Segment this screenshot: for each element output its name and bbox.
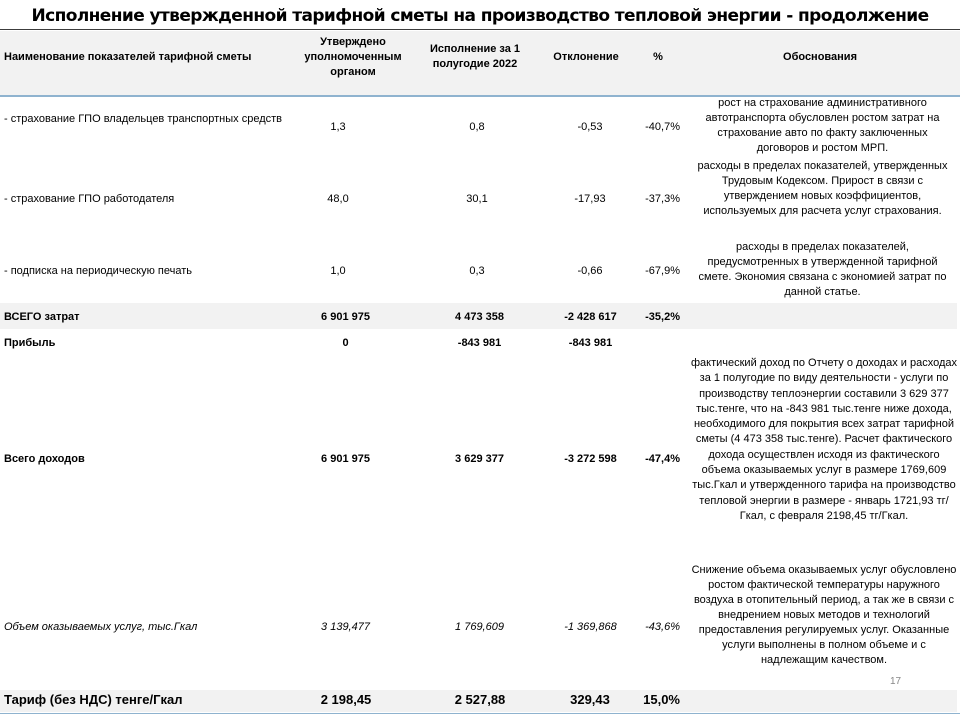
header-approved: Утверждено уполномоченным органом [304, 36, 402, 78]
row-5-percent: -47,4% [645, 453, 680, 465]
row-2-deviation: -0,66 [577, 265, 603, 277]
row-6-justification: Снижение объема оказываемых услуг обусловлено ростом фактической температуры наружного воздуха в отопительный период, а так же в связи с внедрением новых методов и технологий предоставления регулируемых услуг. Оказанные услуги выполнены в полном объеме и с надлежащим качеством. [691, 564, 957, 666]
row-7-name: Тариф (без НДС) тенге/Гкал [4, 692, 183, 707]
row-4-approved: 0 [342, 337, 349, 349]
row-5-name: Всего доходов [4, 453, 85, 465]
row-4-name: Прибыль [4, 337, 56, 349]
page-title: Исполнение утвержденной тарифной сметы на производство тепловой энергии - продолжение [31, 6, 929, 26]
header-justification: Обоснования [783, 51, 857, 63]
row-4-execution: -843 981 [457, 337, 502, 349]
table-bottom-divider [0, 713, 960, 714]
row-0-percent: -40,7% [645, 121, 680, 133]
row-0-justification: рост на страхование административного автотранспорта обусловлен ростом затрат на страхование авто по факту заключенных договоров и ростом МРП. [705, 97, 940, 154]
row-6-name: Объем оказываемых услуг, тыс.Гкал [4, 621, 198, 633]
row-0-name: - страхование ГПО владельцев транспортных средств [4, 113, 283, 125]
row-3-approved: 6 901 975 [321, 311, 370, 323]
row-2-execution: 0,3 [469, 265, 485, 277]
row-5-execution: 3 629 377 [455, 453, 504, 465]
row-6-execution: 1 769,609 [455, 621, 504, 633]
row-3-deviation: -2 428 617 [564, 311, 617, 323]
row-1-name: - страхование ГПО работодателя [4, 193, 175, 205]
row-6-percent: -43,6% [645, 621, 680, 633]
row-6-deviation: -1 369,868 [564, 621, 617, 633]
row-1-approved: 48,0 [327, 193, 349, 205]
row-0-execution: 0,8 [469, 121, 485, 133]
header-execution: Исполнение за 1 полугодие 2022 [429, 43, 521, 70]
row-3-execution: 4 473 358 [455, 311, 504, 323]
row-3-percent: -35,2% [645, 311, 680, 323]
row-0-approved: 1,3 [330, 121, 346, 133]
row-2-name: - подписка на периодическую печать [4, 265, 192, 277]
row-4-deviation: -843 981 [568, 337, 613, 349]
row-5-deviation: -3 272 598 [564, 453, 617, 465]
header-deviation: Отклонение [553, 51, 619, 63]
row-7-execution: 2 527,88 [454, 692, 506, 707]
header-percent: % [653, 51, 663, 63]
row-7-approved: 2 198,45 [320, 692, 372, 707]
row-5-justification: фактический доход по Отчету о доходах и расходах за 1 полугодие по виду деятельности - услуги по производству теплоэнергии составили 3 629 377 тыс.тенге, что на -843 981 тыс.тенге ниже дохода, необходимого для покрытия всех затрат тарифной сметы (4 473 358 тыс.тенге). Расчет фактического дохода осуществлен исходя из фактического объема оказываемых услуг в размере 1769,609 тыс.Гкал и утвержденного тарифа на производство тепловой энергии в размере - январь 1721,93 тг/Гкал, с февраля 2198,45 тг/Гкал. [690, 357, 957, 522]
row-0-deviation: -0,53 [577, 121, 603, 133]
page-number: 17 [890, 676, 902, 687]
row-1-percent: -37,3% [645, 193, 680, 205]
row-2-justification: расходы в пределах показателей, предусмотренных в утвержденной тарифной смете. Экономия связана с экономией затрат по данной статье. [698, 241, 947, 298]
row-6-approved: 3 139,477 [321, 621, 370, 633]
row-2-approved: 1,0 [330, 265, 346, 277]
row-1-justification: расходы в пределах показателей, утвержденных Трудовым Кодексом. Прирост в связи с утверждением новых коэффициентов, используемых для расчета услуг страхования. [697, 160, 948, 217]
row-7-percent: 15,0% [643, 692, 680, 707]
row-1-execution: 30,1 [466, 193, 488, 205]
header-name: Наименование показателей тарифной сметы [4, 51, 252, 63]
row-7-deviation: 329,43 [570, 692, 610, 707]
row-3-name: ВСЕГО затрат [4, 311, 80, 323]
row-5-approved: 6 901 975 [321, 453, 370, 465]
title-divider [0, 29, 960, 30]
row-2-percent: -67,9% [645, 265, 680, 277]
row-1-deviation: -17,93 [574, 193, 606, 205]
